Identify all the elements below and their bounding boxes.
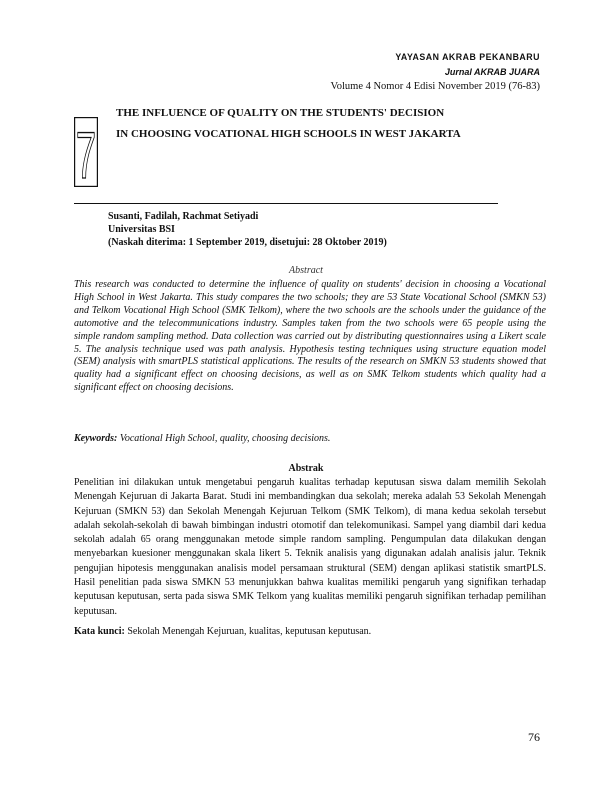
chapter-number-box bbox=[74, 117, 98, 187]
abstract-heading-en: Abstract bbox=[289, 265, 323, 276]
publisher-name: YAYASAN AKRAB PEKANBARU bbox=[395, 52, 540, 62]
abstract-body-en: This research was conducted to determine the influence of quality on students' decision in choosing a Vocational High School in West Jakarta. This study compares the two schools; they are 53 State Vocational School (SMKN 53) and Telkom Vocational High School (SMK Telkom), where the two schools are the schools under the guidance of the automotive and the telecommunications industry. Samples taken from the two schools were 65 people using the simple random sampling method. Data collection was carried out by distributing questionnaires using a Likert scale 5. The analysis technique used was path analysis. Hypothesis testing techniques using structure equation model (SEM) analysis with smartPLS statistical applications. The results of the research on SMKN 53 students showed that quality had a significant effect on choosing decisions, as well as on SMK Telkom students which quality had a significant effect on choosing decisions. bbox=[74, 279, 546, 394]
keywords-text-id: Sekolah Menengah Kejuruan, kualitas, keputusan keputusan. bbox=[127, 626, 372, 637]
abstract-heading-id: Abstrak bbox=[288, 463, 324, 474]
abstract-body-id: Penelitian ini dilakukan untuk mengetabui pengaruh kualitas terhadap keputusan siswa dalam memilih Sekolah Menengah Kejuruan di Jakarta Barat. Studi ini membandingkan dua sekolah; mereka adalah 53 Sekolah Menengah Kejuruan (SMKN 53) dan Sekolah Menengah Kejuruan Telkom (SMK Telkom), di mana kedua sekolah tersebut adalah sekolah-sekolah di bawah bimbingan industri otomotif dan telekomunikasi. Sampel yang diambil dari kedua sekolah adalah 65 orang menggunakan metode simple random sampling. Pengumpulan data dilakukan dengan menyebarkan kuesioner menggunakan skala likert 5. Teknik analisis yang digunakan adalah analisis jalur. Teknik pengujian hipotesis menggunakan analisis model persamaan struktural (SEM) dengan aplikasi statistik smartPLS. Hasil penelitian pada siswa SMKN 53 menunjukkan bahwa kualitas memiliki pengaruh yang signifikan terhadap keputusan keputusan, serta pada siswa SMK Telkom yang kualitas memiliki pengaruh signifikan terhadap pemilihan keputusan. bbox=[74, 477, 546, 617]
page-number: 76 bbox=[528, 730, 540, 744]
authors: Susanti, Fadilah, Rachmat Setiyadi bbox=[108, 211, 259, 222]
journal-name: Jurnal AKRAB JUARA bbox=[444, 67, 540, 77]
keywords-id bbox=[74, 626, 371, 637]
article-title-line-1: THE INFLUENCE OF QUALITY ON THE STUDENTS' DECISION bbox=[116, 107, 445, 119]
title-divider bbox=[74, 203, 498, 204]
keywords-label-en: Keywords: bbox=[74, 433, 118, 444]
keywords-text-en: Vocational High School, quality, choosing decisions. bbox=[119, 433, 331, 444]
chapter-number: 7 bbox=[75, 119, 97, 187]
journal-issue: Volume 4 Nomor 4 Edisi November 2019 (76-83) bbox=[330, 81, 540, 92]
received-date: (Naskah diterima: 1 September 2019, disetujui: 28 Oktober 2019) bbox=[108, 237, 387, 248]
affiliation: Universitas BSI bbox=[108, 224, 175, 235]
keywords-label-id: Kata kunci: bbox=[74, 626, 125, 637]
keywords-en bbox=[74, 433, 330, 444]
article-title-line-2: IN CHOOSING VOCATIONAL HIGH SCHOOLS IN WEST JAKARTA bbox=[116, 128, 461, 140]
